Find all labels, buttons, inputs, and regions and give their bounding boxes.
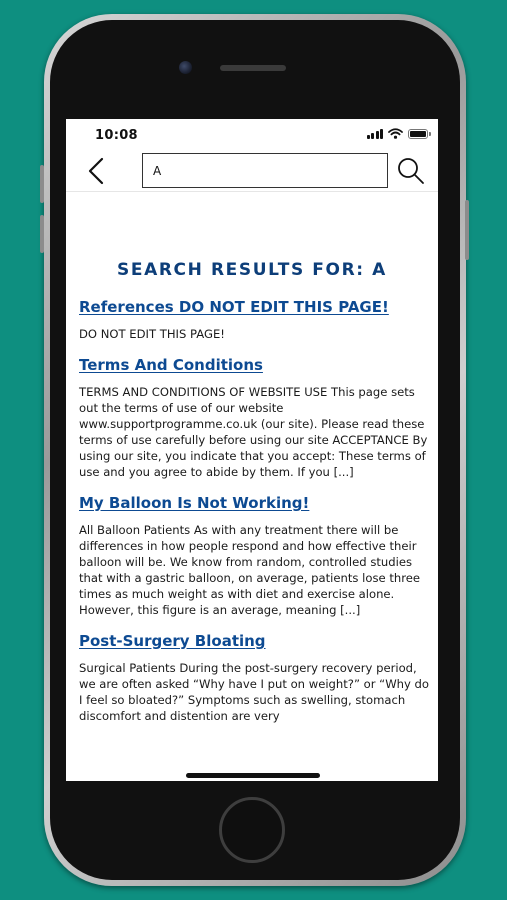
home-indicator[interactable]	[186, 773, 320, 778]
back-button[interactable]	[82, 155, 110, 187]
search-header	[66, 151, 438, 192]
results-heading: SEARCH RESULTS FOR: A	[117, 260, 387, 280]
home-button[interactable]	[219, 797, 285, 863]
front-camera-icon	[179, 61, 192, 74]
result-excerpt: TERMS AND CONDITIONS OF WEBSITE USE This page sets out the terms of use of our website www.supportprogramme.co.uk (our site). Please read these terms of use carefully before using our site ACCEPTANCE By using our site, you indicate that you accept: These terms of use and you agree to abide by them. If you [...]	[79, 385, 428, 479]
result-item	[79, 296, 429, 342]
status-bar	[66, 119, 438, 151]
earpiece-speaker	[220, 65, 286, 71]
phone-screen	[66, 119, 438, 781]
magnifier-icon	[395, 156, 427, 186]
result-item	[79, 630, 429, 724]
result-item	[79, 492, 429, 618]
result-list	[79, 296, 429, 736]
result-excerpt: All Balloon Patients As with any treatment there will be differences in how people respond and how effective their balloon will be. We know from random, controlled studies that with a gastric balloon, on average, patients lose three times as much weight as with diet and exercise alone. However, this figure is an average, meaning [...]	[79, 523, 420, 617]
wifi-icon	[388, 128, 403, 139]
chevron-left-icon	[82, 155, 110, 187]
result-title-link[interactable]: Terms And Conditions	[79, 356, 263, 374]
result-title-link[interactable]: Post-Surgery Bloating	[79, 632, 266, 650]
power-button	[465, 200, 469, 260]
search-button[interactable]	[395, 156, 427, 186]
results-content[interactable]	[66, 192, 438, 781]
volume-up-button	[40, 165, 44, 203]
result-excerpt: Surgical Patients During the post-surgery recovery period, we are often asked “Why have I put on weight?” or “Why do I feel so bloated?” Symptoms such as swelling, stomach discomfort and distention are very	[79, 661, 430, 723]
result-item	[79, 354, 429, 480]
cellular-signal-icon	[367, 129, 384, 139]
volume-down-button	[40, 215, 44, 253]
result-title-link[interactable]: My Balloon Is Not Working!	[79, 494, 310, 512]
result-title-link[interactable]: References DO NOT EDIT THIS PAGE!	[79, 298, 389, 316]
status-time: 10:08	[95, 128, 138, 143]
search-input[interactable]	[142, 153, 388, 188]
result-excerpt: DO NOT EDIT THIS PAGE!	[79, 327, 225, 341]
status-icons	[367, 128, 429, 139]
battery-icon	[408, 129, 428, 139]
